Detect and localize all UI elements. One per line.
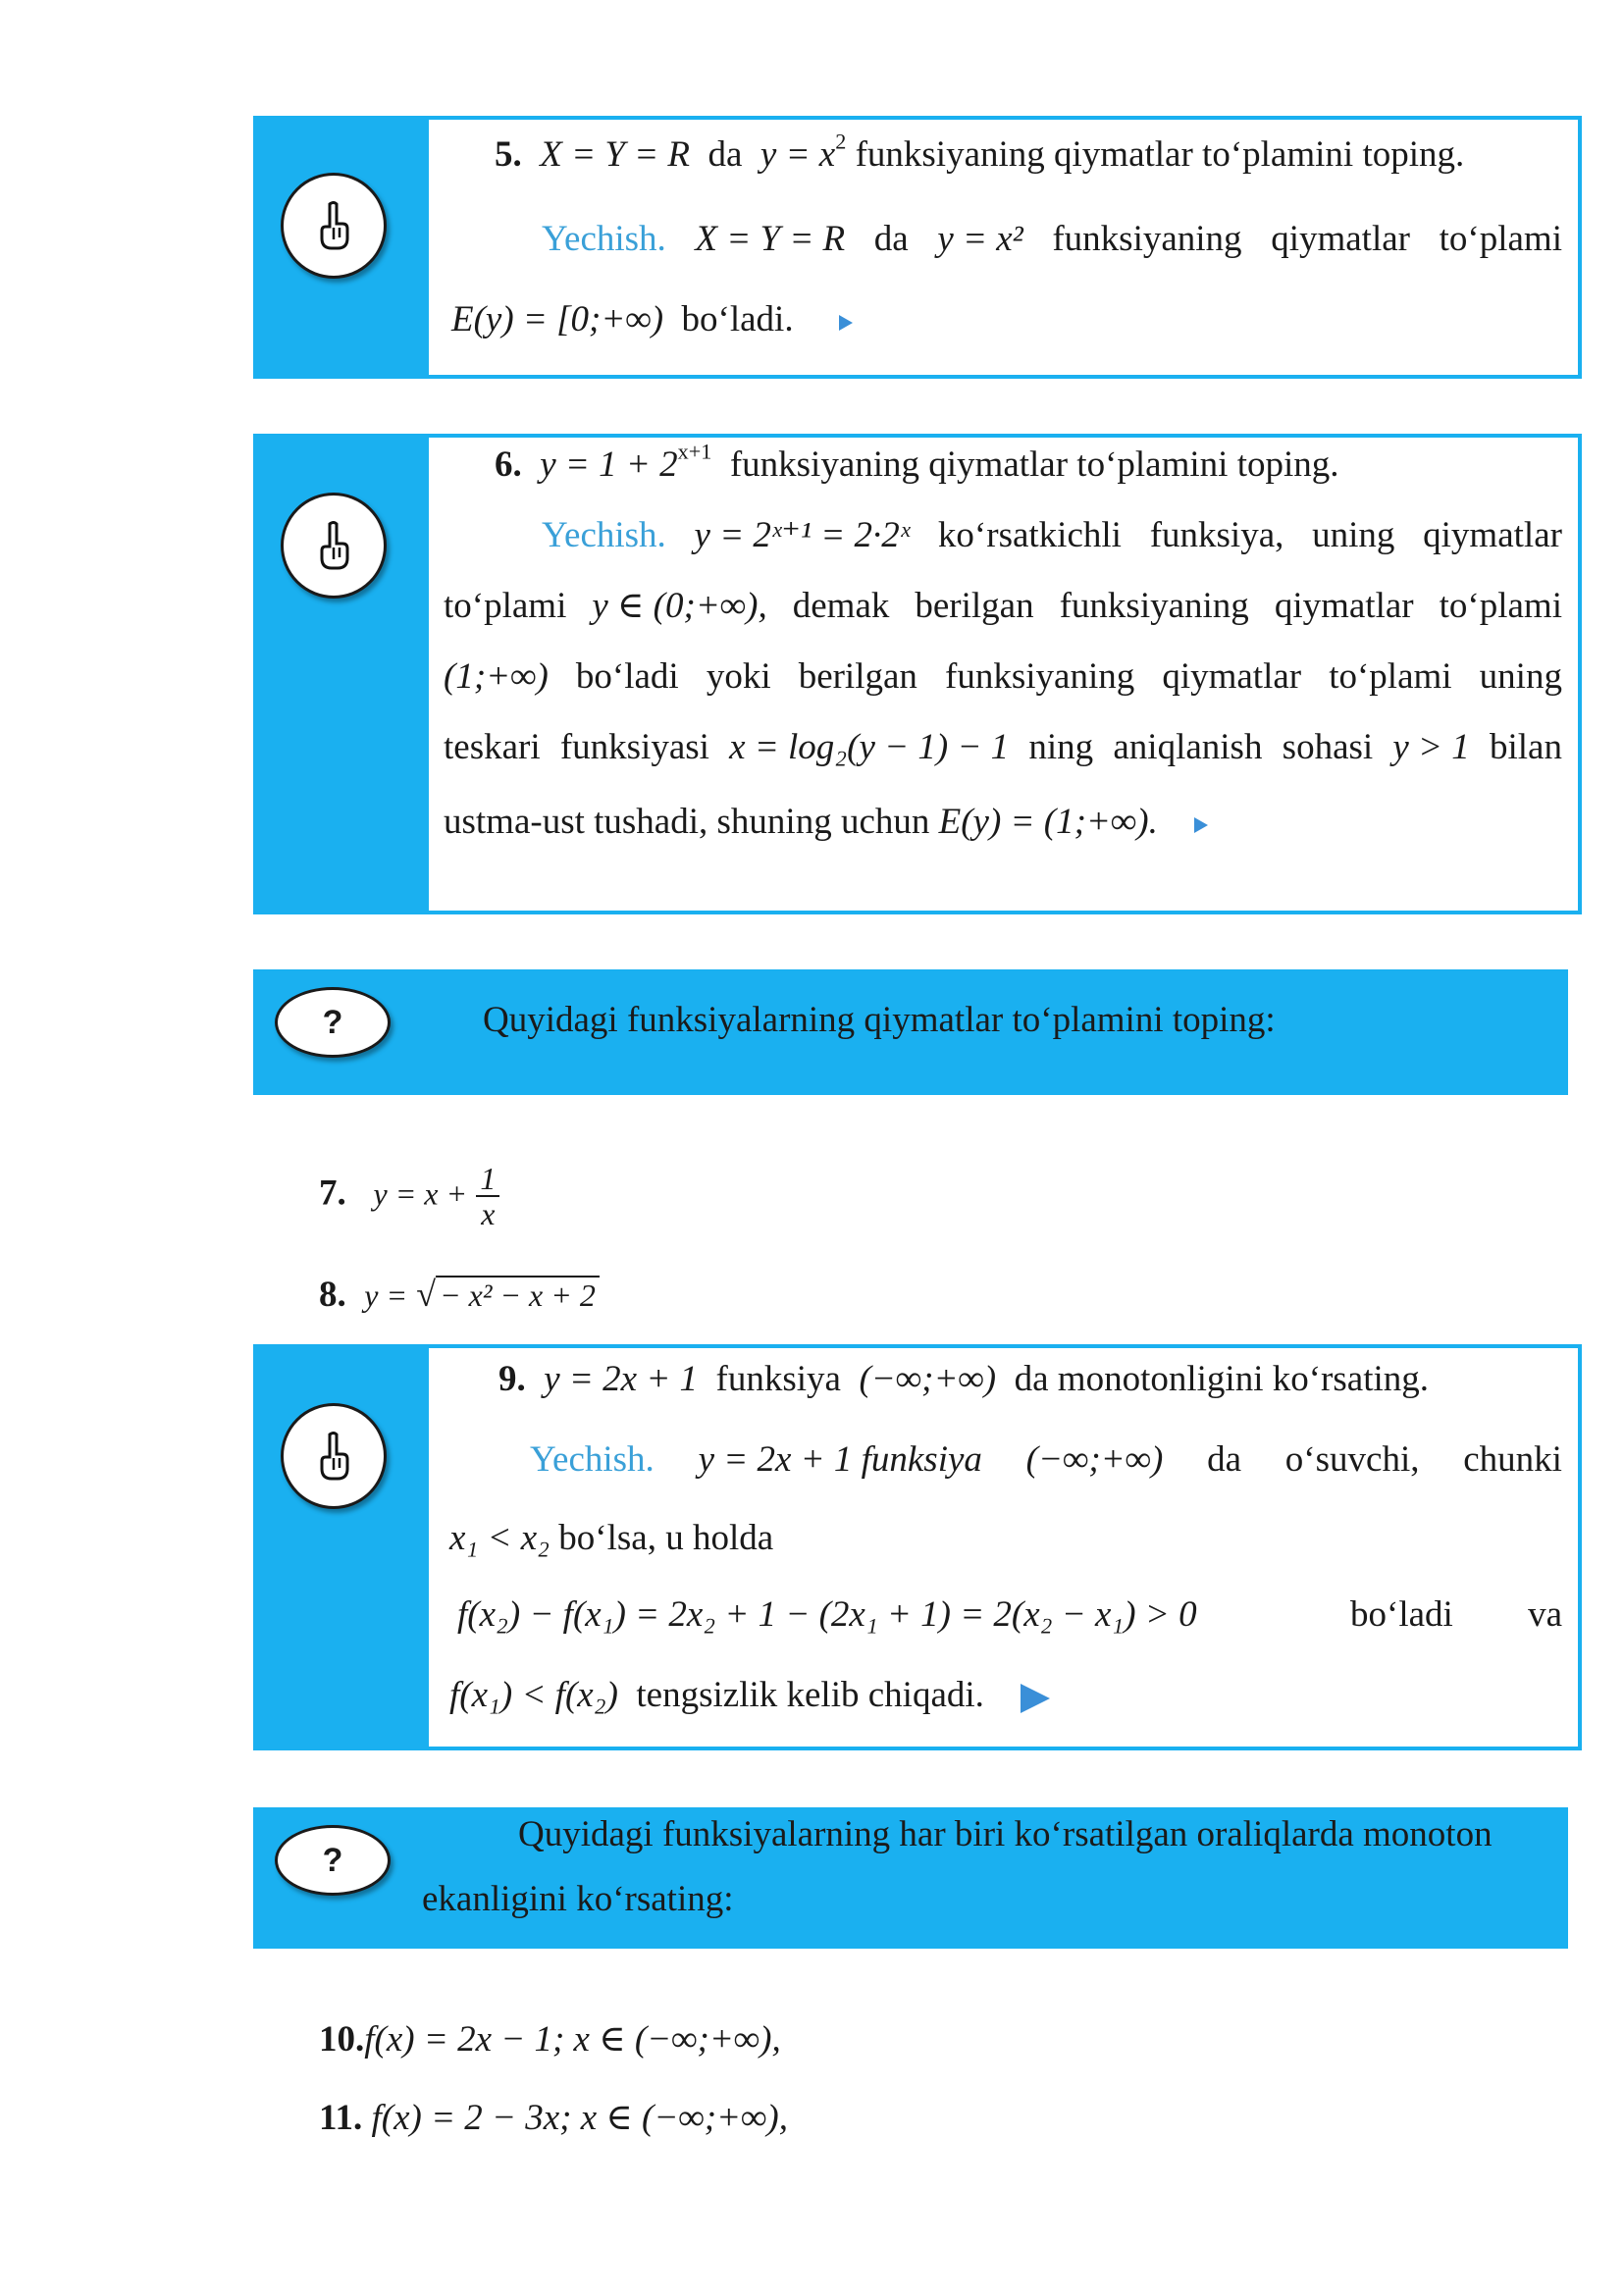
problem-number: 5. [495,134,522,175]
question-badge [275,1825,391,1896]
problem-6-solution-line-3: (1;+∞) bo‘ladi yoki berilgan funksiyaning qiymatlar to‘plami uning [444,656,1562,697]
triangle-end-icon [1021,1684,1050,1713]
problem-6-sidebar [257,438,429,911]
problem-6-statement: 6. $y = 1 + 2^{x+1}$ funksiyaning qiymatlar to‘plamini toping. [495,439,1339,485]
problem-5-sidebar [257,120,429,375]
problem-9-solution-line-3: f(x₂) − f(x₁) = 2x₂ + 1 − (2x₁ + 1) = 2(x₂ − x₁) > 0 bo‘ladi va [457,1594,1562,1635]
exercise-7: 7. y = x + $\frac{1}{x}$ [319,1162,499,1230]
question-bar-2 [253,1807,1568,1949]
problem-5-box [253,116,1582,379]
question-2-text-line-2: ekanligini ko‘rsating: [422,1879,734,1919]
question-1-text: Quyidagi funksiyalarning qiymatlar to‘plamini toping: [483,1000,1276,1040]
problem-6-badge [281,493,387,599]
problem-9-sidebar [257,1348,429,1747]
question-mark-icon: ? [322,1003,343,1041]
yechish-label: Yechish. [542,219,666,259]
pointing-hand-icon [314,520,353,571]
pointing-hand-icon [314,200,353,251]
problem-9-solution-line-4: f(x₁) < f(x₂) tengsizlik kelib chiqadi. [449,1676,1562,1715]
question-badge [275,987,391,1058]
problem-5-statement: 5. X = Y = R da $y = x^2$ funksiyaning qiymatlar to‘plamini toping. [495,129,1465,175]
problem-9-statement: 9. y = 2x + 1 funksiya (−∞;+∞) da monotonligini ko‘rsating. [498,1359,1429,1399]
problem-5-solution-line-1: Yechish. X = Y = R da y = x² funksiyaning qiymatlar to‘plami [542,219,1562,259]
fraction: $\frac{1}{x}$ [476,1162,499,1230]
question-2-text-line-1: Quyidagi funksiyalarning har biri ko‘rsatilgan oraliqlarda monoton [518,1814,1493,1854]
problem-9-box [253,1344,1582,1750]
problem-6-solution-line-1: Yechish. y = 2ˣ⁺¹ = 2·2ˣ ko‘rsatkichli funksiya, uning qiymatlar [542,515,1562,555]
sqrt-icon: √ [416,1275,437,1314]
triangle-end-icon [1194,817,1208,833]
problem-6-box [253,434,1582,914]
problem-6-solution-line-4: teskari funksiyasi x = log₂(y − 1) − 1 ning aniqlanish sohasi y > 1 bilan [444,727,1562,767]
problem-9-solution-line-2: x₁ < x₂ bo‘lsa, u holda [449,1518,774,1558]
problem-9-solution-line-1: Yechish. y = 2x + 1 funksiya (−∞;+∞) da o‘suvchi, chunki [530,1439,1562,1480]
yechish-label: Yechish. [542,515,666,555]
problem-number: 9. [498,1359,526,1399]
triangle-end-icon [839,315,853,331]
problem-6-solution-line-5: ustma-ust tushadi, shuning uchun E(y) = (1;+∞). [444,803,1562,842]
problem-6-solution-line-2: to‘plami y ∈ (0;+∞), demak berilgan funksiyaning qiymatlar to‘plami [444,586,1562,626]
problem-5-badge [281,173,387,279]
exercise-11: 11. f(x) = 2 − 3x; x ∈ (−∞;+∞), [319,2098,788,2138]
question-bar-1 [253,969,1568,1095]
problem-number: 6. [495,444,522,485]
exercise-8: 8. y = √ − x² − x + 2 [319,1274,600,1316]
problem-5-solution-line-2: E(y) = [0;+∞) bo‘ladi. [451,300,1562,339]
question-mark-icon: ? [322,1841,343,1879]
exercise-10: 10.f(x) = 2x − 1; x ∈ (−∞;+∞), [319,2019,781,2060]
yechish-label: Yechish. [530,1439,655,1480]
pointing-hand-icon [314,1431,353,1482]
problem-9-badge [281,1403,387,1509]
